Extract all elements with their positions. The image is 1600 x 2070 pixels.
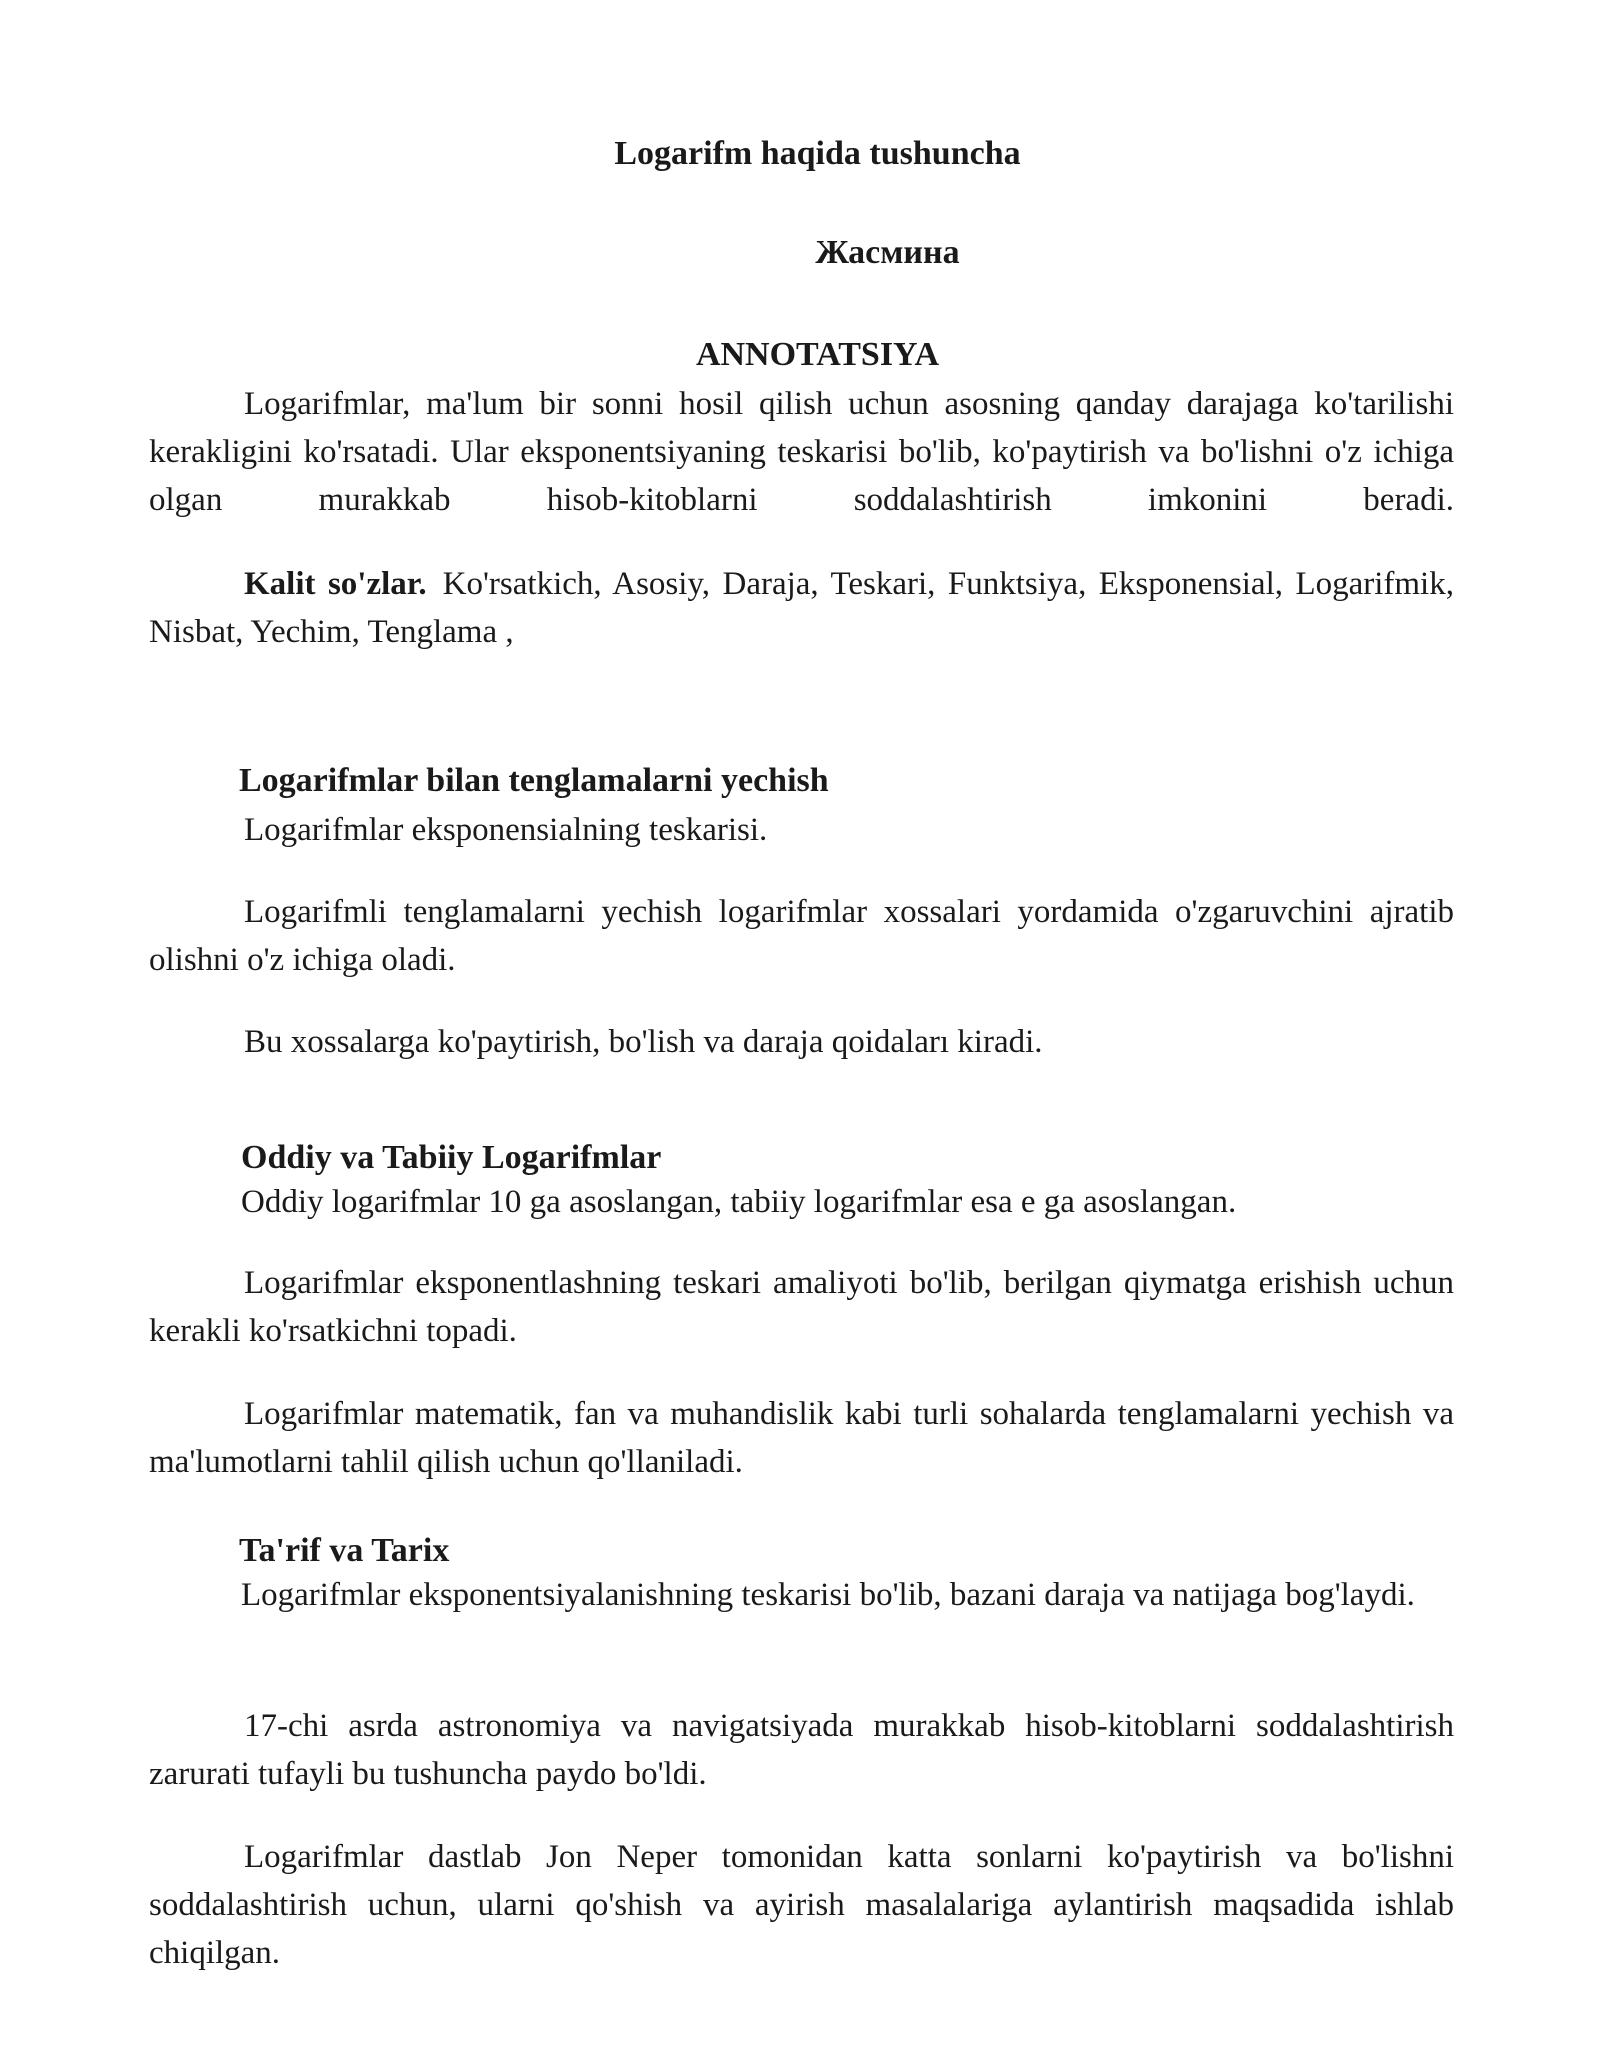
keywords-text: Ko'rsatkich, Asosiy, Daraja, Teskari, Funktsiya, Eksponensial, Logarifmik, Nisbat, Yechim, Tenglama , (149, 566, 1454, 650)
keywords-label: Kalit so'zlar. (244, 566, 427, 602)
section-paragraph: Logarifmlar matematik, fan va muhandislik kabi turli sohalarda tenglamalarni yechish va ma'lumotlarni tahlil qilish uchun qo'llaniladi. (149, 1396, 1454, 1480)
annotation-heading: ANNOTATSIYA (695, 336, 940, 373)
section-paragraph: Logarifmli tenglamalarni yechish logarifmlar xossalari yordamida o'zgaruvchini ajratib olishni o'z ichiga oladi. (149, 894, 1454, 978)
section-heading-common-natural: Oddiy va Tabiiy Logarifmlar (241, 1139, 662, 1176)
section-paragraph: Logarifmlar eksponensialning teskarisi. (244, 812, 768, 848)
annotation-paragraph: Logarifmlar, ma'lum bir sonni hosil qilish uchun asosning qanday darajaga ko'tarilishi kerakligini ko'rsatadi. Ular eksponentsiyaning teskarisi bo'lib, ko'paytirish va bo'lishni o'z ichiga olgan murakkab hisob-kitoblarni soddalashtirish imkonini beradi. (149, 386, 1454, 518)
section-paragraph: Logarifmlar dastlab Jon Neper tomonidan katta sonlarni ko'paytirish va bo'lishni soddalashtirish uchun, ularni qo'shish va ayirish masalalariga aylantirish maqsadida ishlab chiqilgan. (149, 1839, 1454, 1971)
section-paragraph: Logarifmlar eksponentlashning teskari amaliyoti bo'lib, berilgan qiymatga erishish uchun kerakli ko'rsatkichni topadi. (149, 1265, 1454, 1349)
section-paragraph: 17-chi asrda astronomiya va navigatsiyada murakkab hisob-kitoblarni soddalashtirish zarurati tufayli bu tushuncha paydo bo'ldi. (149, 1708, 1454, 1792)
document-title: Logarifm haqida tushuncha (614, 135, 1021, 172)
section-heading-definition-history: Ta'rif va Tarix (239, 1532, 450, 1569)
keywords-paragraph (149, 560, 1454, 656)
section-paragraph: Oddiy logarifmlar 10 ga asoslangan, tabiiy logarifmlar esa e ga asoslangan. (241, 1184, 1237, 1220)
section-heading-solving-equations: Logarifmlar bilan tenglamalarni yechish (239, 762, 829, 799)
section-paragraph: Logarifmlar eksponentsiyalanishning teskarisi bo'lib, bazani daraja va natijaga bog'laydi. (241, 1577, 1415, 1613)
document-author: Жасмина (815, 234, 960, 271)
section-paragraph: Bu xossalarga ko'paytirish, bo'lish va daraja qoidaları kiradi. (244, 1024, 1043, 1060)
